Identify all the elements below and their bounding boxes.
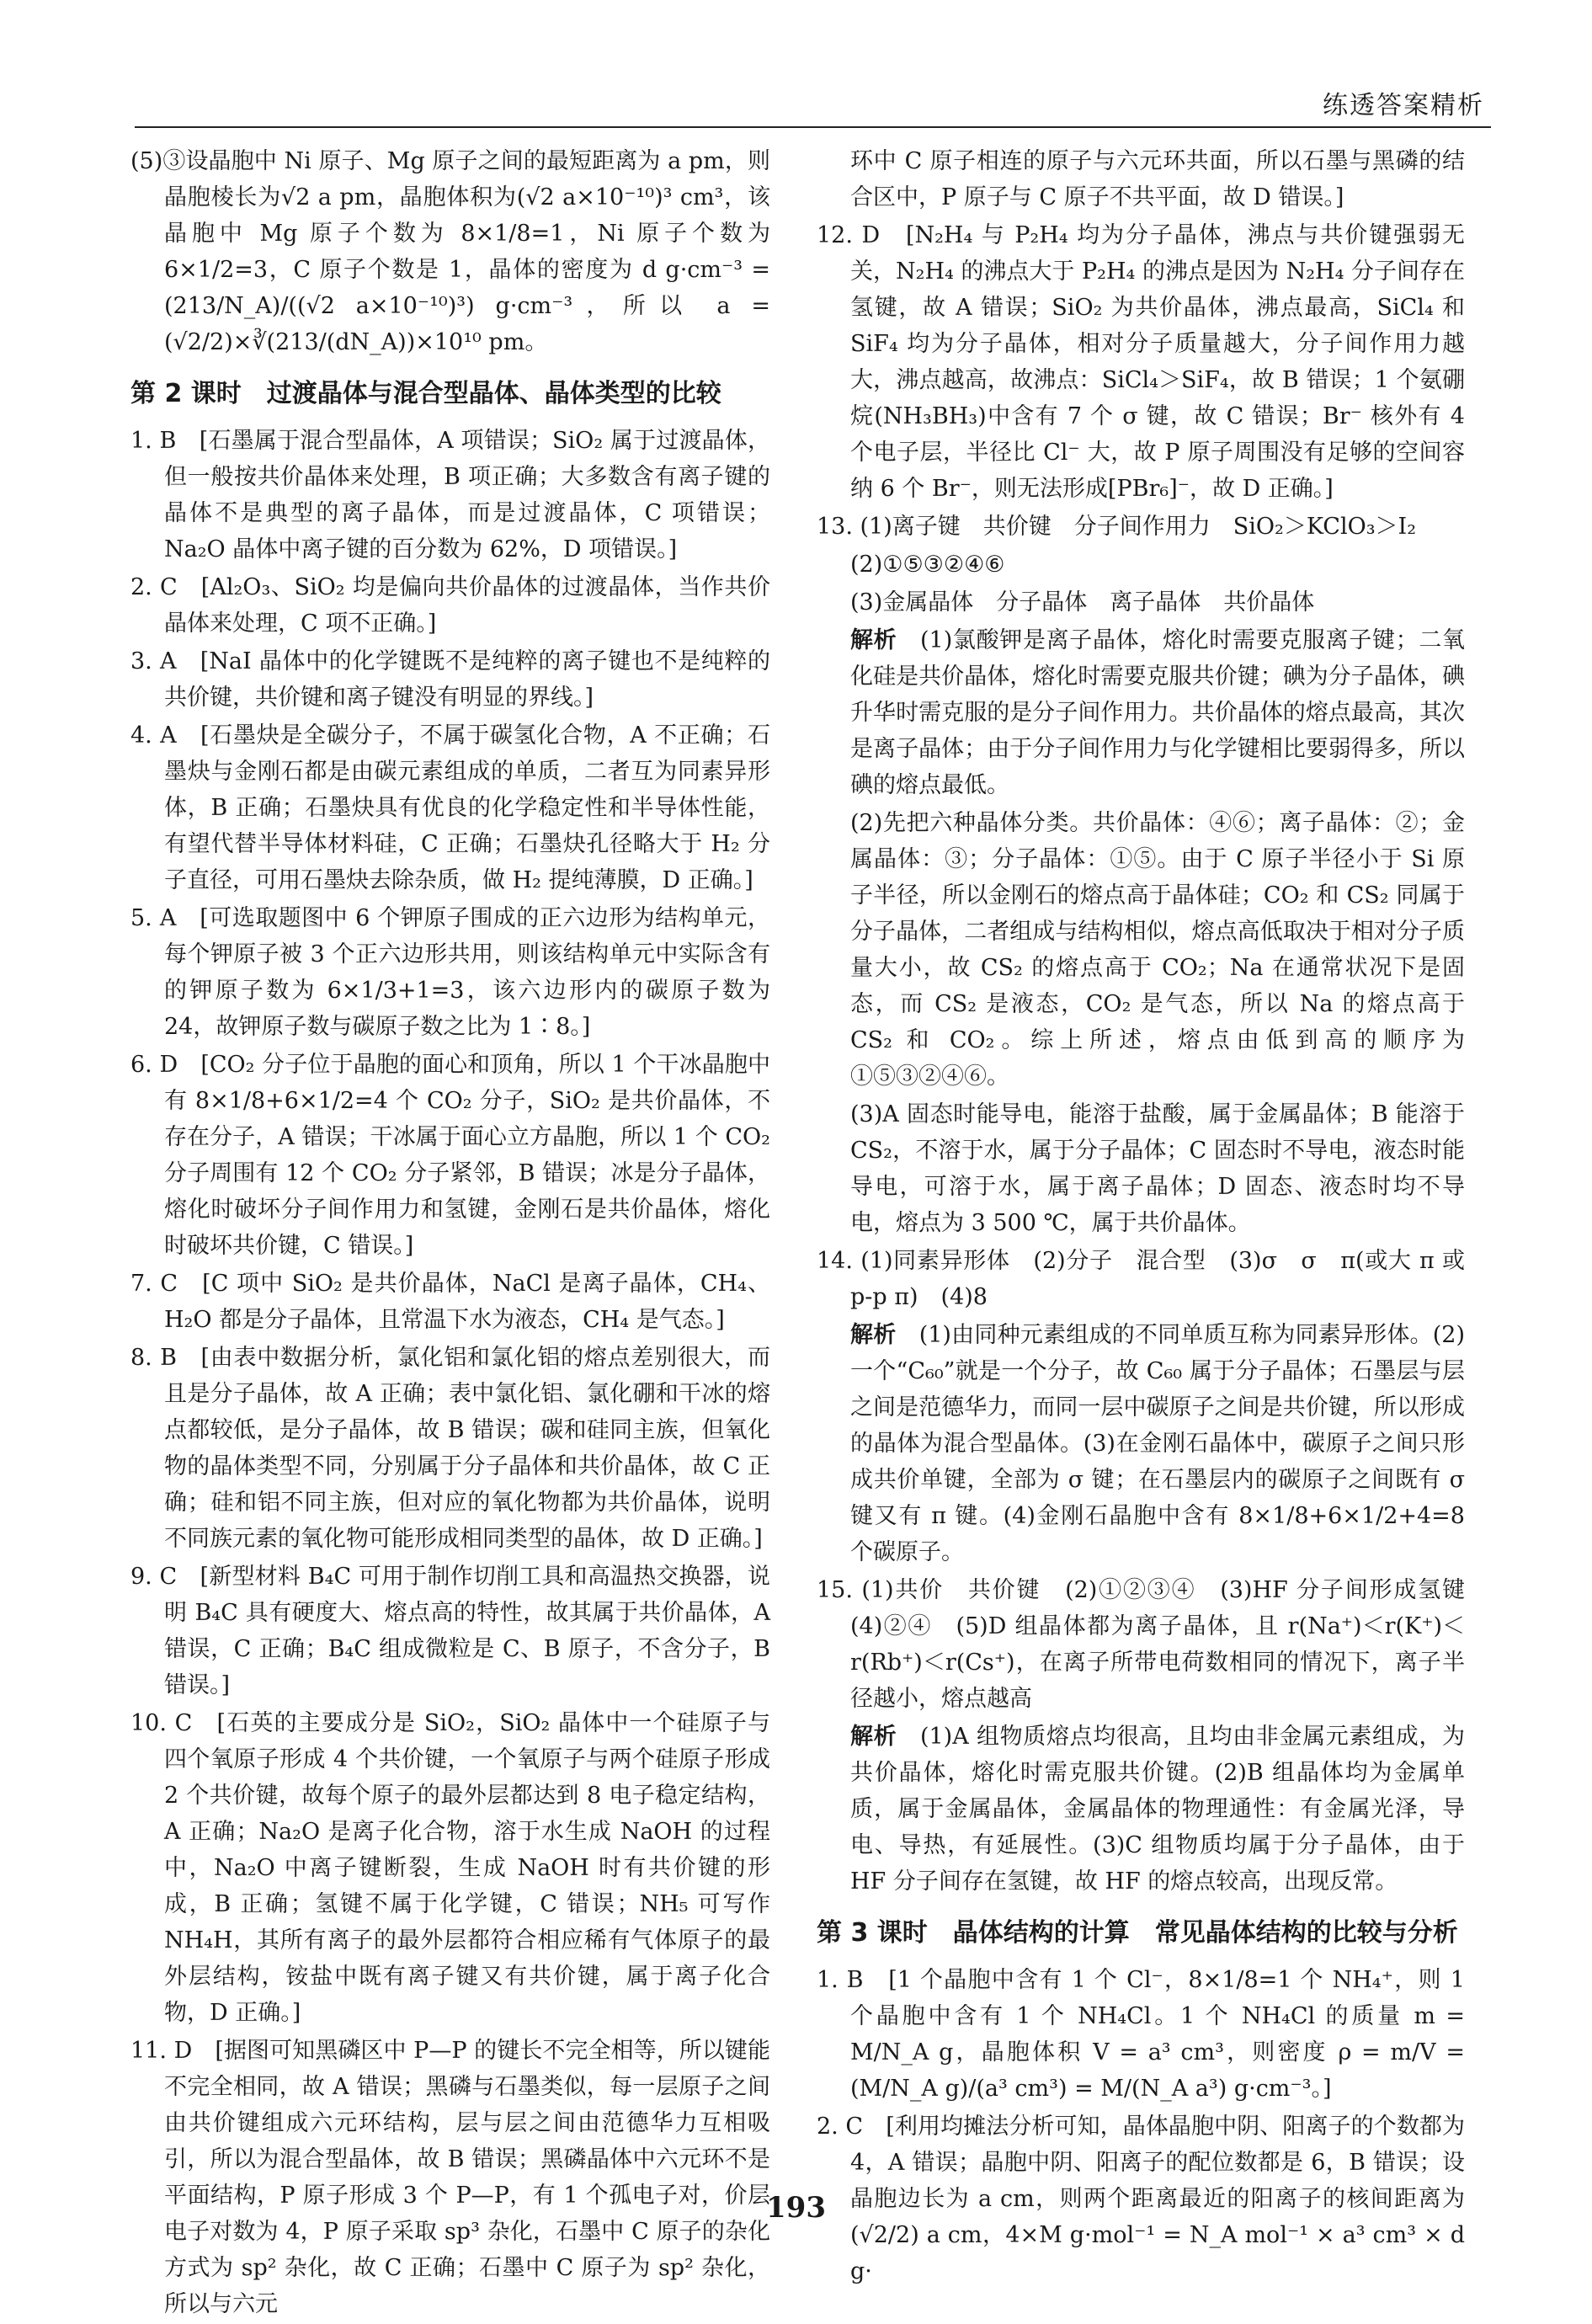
left-column <box>130 143 770 2324</box>
answer-item: 4. A [石墨炔是全碳分子，不属于碳氢化合物，A 不正确；石墨炔与金刚石都是由碳元素组成的单质，二者互为同素异形体，B 正确；石墨炔具有优良的化学稳定性和半导体性能，有望代替半导体材料硅，C 正确；石墨炔孔径略大于 H₂ 分子直径，可用石墨炔去除杂质，做 H₂ 提纯薄膜，D 正确。] <box>130 722 770 893</box>
analysis-text: (1)氯酸钾是离子晶体，熔化时需要克服离子键；二氧化硅是共价晶体，熔化时需要克服共价键；碘为分子晶体，碘升华时需克服的是分子间作用力。共价晶体的熔点最高，其次是离子晶体；由于分子间作用力与化学键相比要弱得多，所以碘的熔点最低。 <box>850 627 1466 798</box>
analysis-text: (1)由同种元素组成的不同单质互称为同素异形体。(2)一个“C₆₀”就是一个分子，故 C₆₀ 属于分子晶体；石墨层与层之间是范德华力，而同一层中碳原子之间是共价键，所以形成的晶体为混合型晶体。(3)在金刚石晶体中，碳原子之间只形成共价单键，全部为 σ 键；在石墨层内的碳原子之间既有 σ 键又有 π 键。(4)金刚石晶胞中含有 8×1/8+6×1/2+4=8 个碳原子。 <box>850 1322 1466 1565</box>
answer-item: 14. (1)同素异形体 (2)分子 混合型 (3)σ σ π(或大 π 或 p-p π) (4)8 <box>817 1248 1465 1310</box>
answer-item: 15. (1)共价 共价键 (2)①②③④ (3)HF 分子间形成氢键 (4)②④ (5)D 组晶体都为离子晶体，且 r(Na⁺)＜r(K⁺)＜r(Rb⁺)＜r(Cs⁺)，在离子所带电荷数相同的情况下，离子半径越小，熔点越高 <box>817 1577 1488 1712</box>
answer-item: 8. B [由表中数据分析，氯化铝和氯化铝的熔点差别很大，而且是分子晶体，故 A 正确；表中氯化铝、氯化硼和干冰的熔点都较低，是分子晶体，故 B 错误；碳和硅同主族，但氧化物的晶体类型不同，分别属于分子晶体和共价晶体，故 C 正确；硅和铝不同主族，但对应的氧化物都为共价晶体，说明不同族元素的氧化物可能形成相同类型的晶体，故 D 正确。] <box>130 1345 770 1552</box>
section-heading: 第 2 课时 过渡晶体与混合型晶体、晶体类型的比较 <box>130 379 721 408</box>
header-rule <box>135 126 1491 128</box>
analysis-label: 解析 <box>850 1322 897 1348</box>
analysis-label: 解析 <box>850 627 897 653</box>
page-header-title: 练透答案精析 <box>1323 91 1484 120</box>
analysis-paragraph: (2)先把六种晶体分类。共价晶体：④⑥；离子晶体：②；金属晶体：③；分子晶体：①⑤。由于 C 原子半径小于 Si 原子半径，所以金刚石的熔点高于晶体硅；CO₂ 和 CS₂ 同属于分子晶体，二者组成与结构相似，熔点高低取决于相对分子质量大小，故 CS₂ 的熔点高于 CO₂；Na 在通常状况下是固态，而 CS₂ 是液态，CO₂ 是气态，所以 Na 的熔点高于 CS₂ 和 CO₂。综上所述，熔点由低到高的顺序为①⑤③②④⑥。 <box>850 810 1465 1090</box>
answer-continuation: 环中 C 原子相连的原子与六元环共面，所以石墨与黑磷的结合区中，P 原子与 C 原子不共平面，故 D 错误。] <box>850 148 1465 211</box>
analysis-paragraph <box>850 1317 1465 1570</box>
answer-item: 9. C [新型材料 B₄C 可用于制作切削工具和高温热交换器，说明 B₄C 具有硬度大、熔点高的特性，故其属于共价晶体，A 错误，C 正确；B₄C 组成微粒是 C、B 原子，不含分子，B 错误。] <box>130 1564 770 1698</box>
answer-item: 13. (1)离子键 共价键 分子间作用力 SiO₂＞KClO₃＞I₂ <box>817 514 1417 540</box>
section-heading: 第 3 课时 晶体结构的计算 常见晶体结构的比较与分析 <box>817 1918 1458 1948</box>
answer-subitem: (2)①⑤③②④⑥ <box>850 552 1005 578</box>
analysis-paragraph <box>850 1719 1465 1900</box>
answer-item: 1. B [石墨属于混合型晶体，A 项错误；SiO₂ 属于过渡晶体，但一般按共价晶体来处理，B 项正确；大多数含有离子键的晶体不是典型的离子晶体，而是过渡晶体，C 项错误；Na₂O 晶体中离子键的百分数为 62%，D 项错误。] <box>130 428 770 562</box>
answer-item: 10. C [石英的主要成分是 SiO₂，SiO₂ 晶体中一个硅原子与四个氧原子形成 4 个共价键，一个氧原子与两个硅原子形成 2 个共价键，故每个原子的最外层都达到 8 电子稳定结构，A 正确；Na₂O 是离子化合物，溶于水生成 NaOH 的过程中，Na₂O 中离子键断裂，生成 NaOH 时有共价键的形成，B 正确；氢键不属于化学键，C 错误；NH₅ 可写作 NH₄H，其所有离子的最外层都符合相应稀有气体原子的最外层结构，铵盐中既有离子键又有共价键，属于离子化合物，D 正确。] <box>130 1710 770 2026</box>
answer-item: 7. C [C 项中 SiO₂ 是共价晶体，NaCl 是离子晶体，CH₄、H₂O 都是分子晶体，且常温下水为液态，CH₄ 是气态。] <box>130 1271 770 1333</box>
analysis-text: (1)A 组物质熔点均很高，且均由非金属元素组成，为共价晶体，熔化时需克服共价键。(2)B 组晶体均为金属单质，属于金属晶体，金属晶体的物理通性：有金属光泽，导电、导热，有延展性。(3)C 组物质均属于分子晶体，由于 HF 分子间存在氢键，故 HF 的熔点较高，出现反常。 <box>850 1724 1466 1895</box>
answer-item: 12. D [N₂H₄ 与 P₂H₄ 均为分子晶体，沸点与共价键强弱无关，N₂H₄ 的沸点大于 P₂H₄ 的沸点是因为 N₂H₄ 分子间存在氢键，故 A 错误；SiO₂ 为共价晶体，沸点最高，SiCl₄ 和 SiF₄ 均为分子晶体，相对分子质量越大，分子间作用力越大，沸点越高，故沸点：SiCl₄＞SiF₄，故 B 错误；1 个氨硼烷(NH₃BH₃)中含有 7 个 σ 键，故 C 错误；Br⁻ 核外有 4 个电子层，半径比 Cl⁻ 大，故 P 原子周围没有足够的空间容纳 6 个 Br⁻，则无法形成[PBr₆]⁻，故 D 正确。] <box>817 222 1465 502</box>
answer-item: 1. B [1 个晶胞中含有 1 个 Cl⁻，8×1/8=1 个 NH₄⁺，则 1 个晶胞中含有 1 个 NH₄Cl。1 个 NH₄Cl 的质量 m = M/N_A g，晶胞体积 V = a³ cm³，则密度 ρ = m/V = (M/N_A g)/(a³ cm³) = M/(N_A a³) g·cm⁻³。] <box>817 1967 1465 2102</box>
answer-item: 2. C [利用均摊法分析可知，晶体晶胞中阴、阳离子的个数都为 4，A 错误；晶胞中阴、阳离子的配位数都是 6，B 错误；设晶胞边长为 a cm，则两个距离最近的阳离子的核间距离为 (√2/2) a cm，4×M g·mol⁻¹ = N_A mol⁻¹ × a³ cm³ × d g· <box>817 2113 1465 2284</box>
analysis-paragraph: (3)A 固态时能导电，能溶于盐酸，属于金属晶体；B 能溶于 CS₂，不溶于水，属于分子晶体；C 固态时不导电，液态时能导电，可溶于水，属于离子晶体；D 固态、液态时均不导电，熔点为 3 500 ℃，属于共价晶体。 <box>850 1101 1465 1236</box>
analysis-paragraph <box>850 622 1465 803</box>
answer-item: 3. A [NaI 晶体中的化学键既不是纯粹的离子键也不是纯粹的共价键，共价键和离子键没有明显的界线。] <box>130 648 770 711</box>
analysis-label: 解析 <box>850 1724 897 1750</box>
answer-item: 6. D [CO₂ 分子位于晶胞的面心和顶角，所以 1 个干冰晶胞中有 8×1/8+6×1/2=4 个 CO₂ 分子，SiO₂ 是共价晶体，不存在分子，A 错误；干冰属于面心立方晶胞，所以 1 个 CO₂ 分子周围有 12 个 CO₂ 分子紧邻，B 错误；冰是分子晶体，熔化时破坏分子间作用力和氢键，金刚石是共价晶体，熔化时破坏共价键，C 错误。] <box>130 1052 770 1259</box>
answer-item: 5. A [可选取题图中 6 个钾原子围成的正六边形为结构单元，每个钾原子被 3 个正六边形共用，则该结构单元中实际含有的钾原子数为 6×1/3+1=3，该六边形内的碳原子数为 24，故钾原子数与碳原子数之比为 1∶8。] <box>130 905 770 1040</box>
right-column <box>817 143 1488 2291</box>
answer-item: 11. D [据图可知黑磷区中 P—P 的键长不完全相等，所以键能不完全相同，故 A 错误；黑磷与石墨类似，每一层原子之间由共价键组成六元环结构，层与层之间由范德华力互相吸引，所以为混合型晶体，故 B 错误；黑磷晶体中六元环不是平面结构，P 原子形成 3 个 P—P，有 1 个孤电子对，价层电子对数为 4，P 原子采取 sp³ 杂化，石墨中 C 原子的杂化方式为 sp² 杂化，故 C 正确；石墨中 C 原子为 sp² 杂化，所以与六元 <box>130 2038 770 2317</box>
answer-subitem: (3)金属晶体 分子晶体 离子晶体 共价晶体 <box>850 589 1315 616</box>
answer-item: 2. C [Al₂O₃、SiO₂ 均是偏向共价晶体的过渡晶体，当作共价晶体来处理，C 项不正确。] <box>130 574 770 637</box>
page-number: 193 <box>766 2191 826 2225</box>
answer-paragraph: (5)③设晶胞中 Ni 原子、Mg 原子之间的最短距离为 a pm，则晶胞棱长为√2 a pm，晶胞体积为(√2 a×10⁻¹⁰)³ cm³，该晶胞中 Mg 原子个数为 8×1/8=1，Ni 原子个数为 6×1/2=3，C 原子个数是 1，晶体的密度为 d g·cm⁻³ = (213/N_A)/((√2 a×10⁻¹⁰)³) g·cm⁻³，所以 a = (√2/2)×∛(213/(dN_A))×10¹⁰ pm。 <box>130 148 770 355</box>
